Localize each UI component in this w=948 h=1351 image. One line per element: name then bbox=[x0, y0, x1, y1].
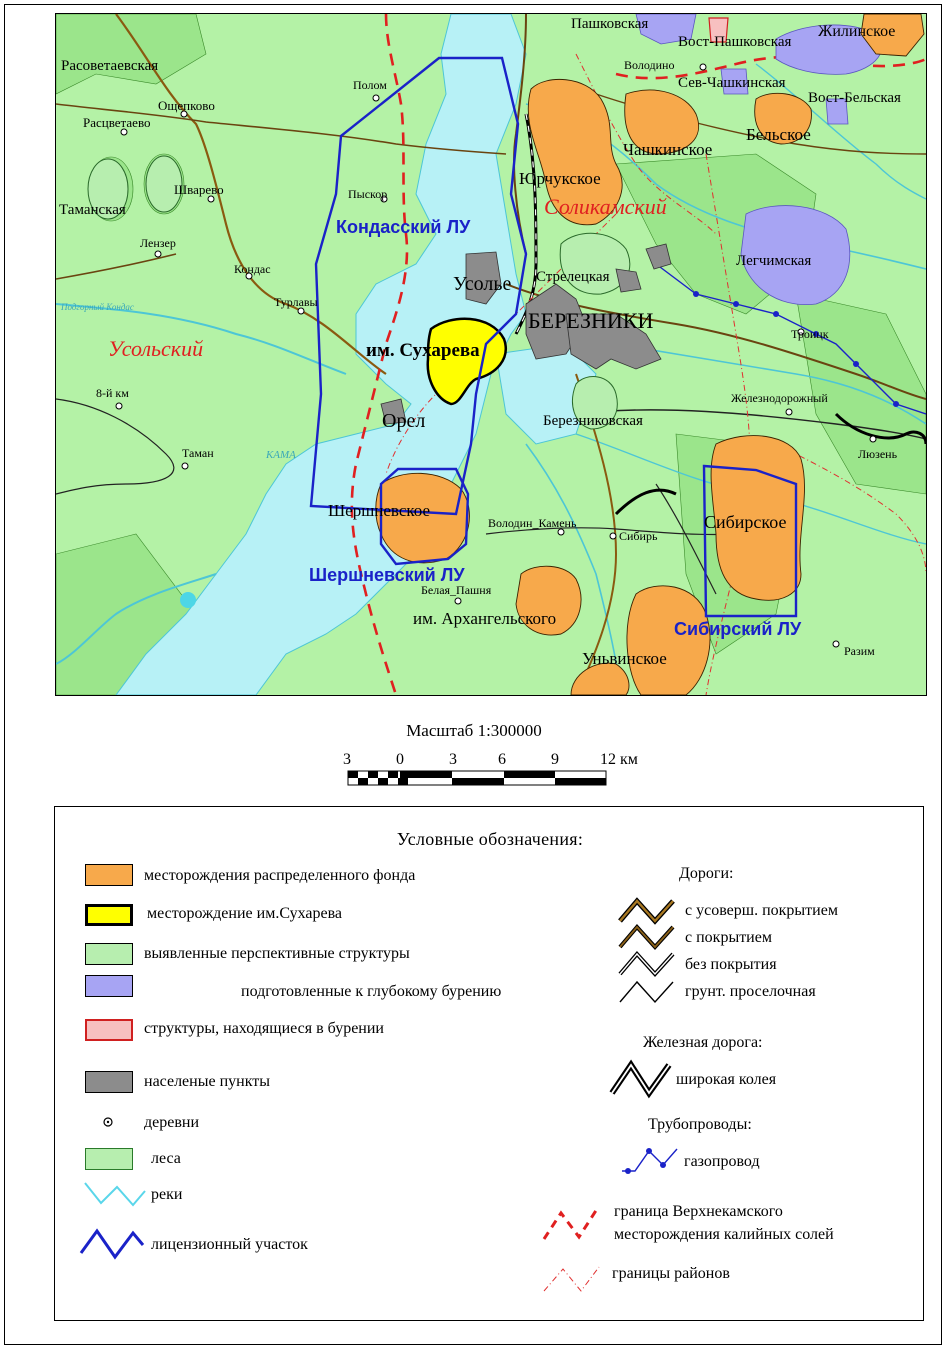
legend-railway-broad: широкая колея bbox=[676, 1071, 777, 1088]
label-pashkovskaya: Пашковская bbox=[571, 16, 649, 32]
label-sibirsky-lu: Сибирский ЛУ bbox=[674, 619, 802, 639]
legend-distributed-fields: месторождения распределенного фонда bbox=[144, 867, 416, 884]
road-paved-icon bbox=[617, 921, 683, 951]
label-polom: Полом bbox=[353, 78, 387, 92]
scale-tick-1: 0 bbox=[396, 751, 404, 768]
scale-tick-2: 3 bbox=[449, 751, 457, 768]
swatch-forests bbox=[85, 1148, 133, 1170]
legend-panel bbox=[54, 806, 924, 1321]
legend-districts: границы районов bbox=[612, 1265, 730, 1282]
label-vost-belskaya: Вост-Бельская bbox=[808, 90, 901, 106]
scale-title: Масштаб 1:300000 bbox=[406, 721, 542, 740]
label-oshchepkovo: Ощепково bbox=[158, 98, 215, 113]
label-podgorny-kondas: Подгорный Кондас bbox=[61, 302, 134, 312]
district-boundary-icon bbox=[541, 1261, 611, 1297]
label-belskoe: Бельское bbox=[746, 125, 811, 144]
village-symbol-icon bbox=[101, 1115, 115, 1129]
label-orel: Орел bbox=[382, 410, 426, 432]
label-sibirskoe: Сибирское bbox=[704, 512, 787, 532]
label-unvinskoe: Уньвинское bbox=[582, 649, 667, 668]
label-kama: КАМА bbox=[266, 449, 296, 461]
label-volodino: Володино bbox=[624, 58, 675, 72]
label-zheleznodorozhny: Железнодорожный bbox=[731, 391, 828, 405]
label-troick: Троицк bbox=[791, 327, 829, 341]
label-taman: Таман bbox=[182, 446, 214, 460]
label-usolye: Усолье bbox=[453, 273, 512, 295]
label-rastsvetaevo: Расцветаево bbox=[83, 115, 151, 130]
legend-vkmks-line1: граница Верхнекамского bbox=[614, 1203, 783, 1220]
gas-pipeline-icon bbox=[619, 1143, 685, 1177]
scale-tick-0: 3 bbox=[343, 751, 351, 768]
legend-roads-title: Дороги: bbox=[679, 865, 734, 882]
label-legchimskaya: Легчимская bbox=[736, 253, 812, 269]
label-chashkinskoe: Чашкинское bbox=[623, 140, 713, 159]
legend-villages: деревни bbox=[144, 1114, 200, 1131]
legend-vkmks-line2: месторождения калийных солей bbox=[614, 1226, 834, 1243]
swatch-prospective bbox=[85, 943, 133, 965]
legend-rivers: реки bbox=[151, 1186, 183, 1203]
legend-road-paved: с покрытием bbox=[685, 929, 772, 946]
legend-settlements: населеные пункты bbox=[144, 1073, 270, 1090]
legend-sukharev: месторождение им.Сухарева bbox=[147, 905, 343, 922]
scale-section bbox=[0, 715, 948, 795]
label-zhilinskoe: Жилинское bbox=[818, 23, 896, 40]
label-berezniki: БЕРЕЗНИКИ bbox=[528, 308, 654, 333]
legend-road-dirt: грунт. проселочная bbox=[685, 983, 816, 1000]
legend-road-improved: с усоверш. покрытием bbox=[685, 902, 838, 919]
license-area-symbol-icon bbox=[79, 1227, 145, 1261]
label-bereznikovskaya: Березниковская bbox=[543, 413, 643, 429]
vkmks-boundary-icon bbox=[541, 1203, 611, 1243]
swatch-prepared bbox=[85, 975, 133, 997]
label-im-sukhareva: им. Сухарева bbox=[366, 340, 480, 361]
label-shvarevo: Шварево bbox=[174, 182, 224, 197]
map-panel bbox=[55, 13, 927, 696]
legend-road-unpaved: без покрытия bbox=[685, 956, 777, 973]
label-lyuzen: Люзень bbox=[858, 447, 898, 461]
label-usolsky: Усольский bbox=[108, 336, 204, 361]
label-solikamsky: Соликамский bbox=[544, 194, 667, 219]
label-shershnevskoe: Шершневское bbox=[328, 501, 431, 520]
label-vost-pashkovskaya: Вост-Пашковская bbox=[678, 34, 792, 50]
label-yurchukskoe: Юрчукское bbox=[519, 169, 601, 188]
scale-tick-5: 12 км bbox=[600, 751, 638, 768]
label-8km: 8-й км bbox=[96, 386, 129, 400]
label-rasovetaevskaya: Расоветаевская bbox=[61, 58, 159, 74]
road-dirt-icon bbox=[617, 976, 683, 1006]
legend-prepared: подготовленные к глубокому бурению bbox=[241, 983, 502, 1000]
label-im-arkhangelskogo: им. Архангельского bbox=[413, 609, 557, 628]
scale-tick-3: 6 bbox=[498, 751, 506, 768]
label-kondassky-lu: Кондасский ЛУ bbox=[336, 217, 471, 237]
legend-license-area: лицензионный участок bbox=[151, 1236, 308, 1253]
swatch-settlements bbox=[85, 1071, 133, 1093]
road-unpaved-icon bbox=[617, 948, 683, 978]
label-tamanskaya: Таманская bbox=[59, 202, 126, 218]
label-razim: Разим bbox=[844, 644, 875, 658]
label-volodin-kamen: Володин_Камень bbox=[488, 516, 577, 530]
legend-railway-title: Железная дорога: bbox=[643, 1034, 763, 1051]
label-shershnevsky-lu: Шершневский ЛУ bbox=[309, 565, 465, 585]
scale-tick-4: 9 bbox=[551, 751, 559, 768]
label-turlavy: Турлавы bbox=[274, 295, 318, 309]
label-streletskaya: Стрелецкая bbox=[536, 269, 610, 285]
railway-symbol-icon bbox=[609, 1059, 675, 1099]
swatch-sukharev bbox=[85, 904, 133, 926]
legend-prospective: выявленные перспективные структуры bbox=[144, 945, 410, 962]
legend-gas-pipeline: газопровод bbox=[684, 1153, 760, 1170]
label-lenzer: Лензер bbox=[140, 236, 176, 250]
legend-drilling: структуры, находящиеся в бурении bbox=[144, 1020, 384, 1037]
legend-pipelines-title: Трубопроводы: bbox=[648, 1116, 752, 1133]
label-sev-chashkinskaya: Сев-Чашкинская bbox=[678, 75, 786, 91]
swatch-drilling bbox=[85, 1019, 133, 1041]
label-sibir: Сибирь bbox=[619, 529, 658, 543]
swatch-distributed-fields bbox=[85, 864, 133, 886]
label-kondas: Кондас bbox=[234, 262, 271, 276]
river-symbol-icon bbox=[83, 1179, 149, 1209]
label-pyskor: Пыскор bbox=[348, 187, 388, 201]
label-belaya-pashnya: Белая_Пашня bbox=[421, 583, 492, 597]
legend-title: Условные обозначения: bbox=[396, 829, 584, 849]
scale-bar bbox=[0, 715, 948, 795]
legend-forests: леса bbox=[151, 1150, 181, 1167]
